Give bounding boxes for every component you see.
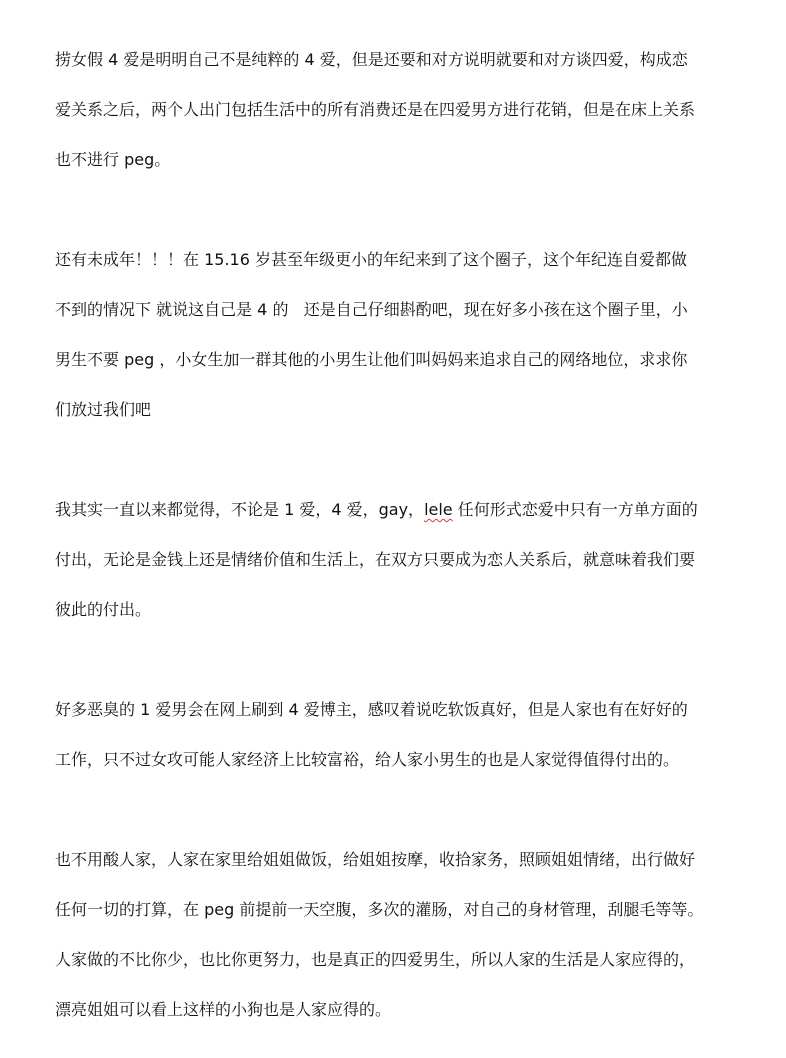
text-segment: 任何形式恋爱中只有一方单方面的 [452,500,698,519]
text-line: 任何一切的打算，在 peg 前提前一天空腹，多次的灌肠，对自己的身材管理，刮腿毛等等。 [55,900,704,919]
text-line: 捞女假 4 爱是明明自己不是纯粹的 4 爱，但是还要和对方说明就要和对方谈四爱，构成恋 [55,50,688,69]
text-line: 人家做的不比你少，也比你更努力，也是真正的四爱男生，所以人家的生活是人家应得的， [55,950,696,969]
text-line: 付出，无论是金钱上还是情绪价值和生活上，在双方只要成为恋人关系后，就意味着我们要 [55,550,696,569]
text-line: 不到的情况下 就说这自己是 4 的 还是自己仔细斟酌吧，现在好多小孩在这个圈子里，小 [55,300,688,319]
text-line: 好多恶臭的 1 爱男会在网上刷到 4 爱博主，感叹着说吃软饭真好，但是人家也有在好好的 [55,700,688,719]
text-line: 也不用酸人家，人家在家里给姐姐做饭，给姐姐按摩，收拾家务，照顾姐姐情绪，出行做好 [55,850,696,869]
text-line: 男生不要 peg ，小女生加一群其他的小男生让他们叫妈妈来追求自己的网络地位，求求你 [55,350,688,369]
paragraph-4 [55,685,735,785]
text-line: 还有未成年！！！在 15.16 岁甚至年级更小的年纪来到了这个圈子，这个年纪连自爱都做 [55,250,687,269]
spellcheck-flagged-word[interactable]: lele [424,500,453,519]
text-line: 们放过我们吧 [55,400,152,419]
text-line: 彼此的付出。 [55,600,152,619]
text-line: 也不进行 peg。 [55,150,171,169]
text-line: 漂亮姐姐可以看上这样的小狗也是人家应得的。 [55,1000,392,1019]
paragraph-3 [55,485,735,635]
paragraph-1 [55,35,735,185]
text-line: 爱关系之后，两个人出门包括生活中的所有消费还是在四爱男方进行花销，但是在床上关系 [55,100,696,119]
paragraph-5 [55,835,735,1035]
text-line [55,485,735,535]
paragraph-2 [55,235,735,435]
text-segment: 我其实一直以来都觉得，不论是 1 爱，4 爱，gay， [55,500,425,519]
text-line: 工作，只不过女攻可能人家经济上比较富裕，给人家小男生的也是人家觉得值得付出的。 [55,750,680,769]
